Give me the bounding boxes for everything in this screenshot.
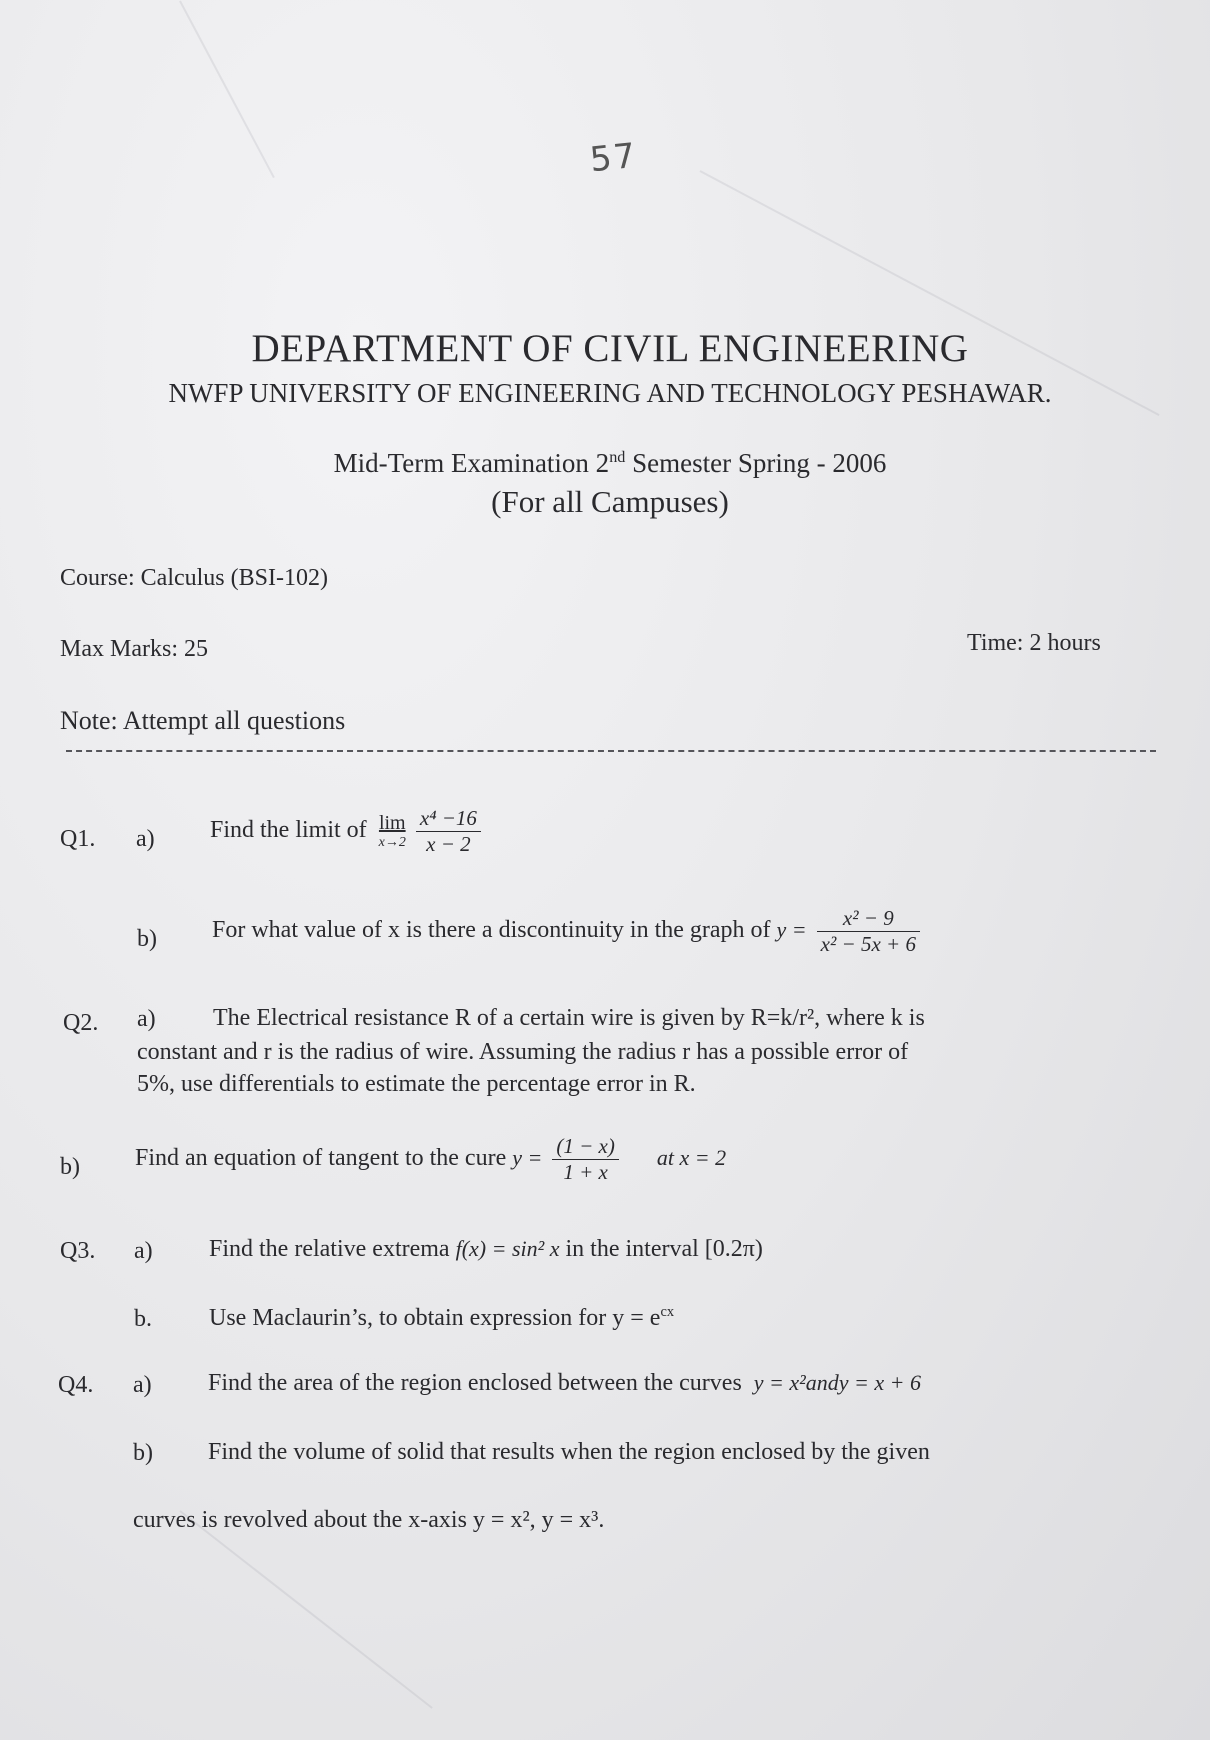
q4b-line2: curves is revolved about the x-axis y = x², y = x³. xyxy=(133,1507,605,1533)
q3b-sup: cx xyxy=(660,1304,675,1320)
q3b-text: Use Maclaurin’s, to obtain expression for y = e xyxy=(209,1305,661,1331)
q1a-lim-word: lim xyxy=(378,812,406,834)
university-name: NWFP UNIVERSITY OF ENGINEERING AND TECHNOLOGY PESHAWAR. xyxy=(168,378,1052,408)
exam-title-sup: nd xyxy=(609,448,626,466)
q1a-question xyxy=(210,806,485,857)
q1a-fraction xyxy=(416,806,481,857)
course-info: Course: Calculus (BSI-102) xyxy=(60,565,328,591)
q4a-math: y = x²andy = x + 6 xyxy=(753,1370,921,1395)
q1b-label: b) xyxy=(137,926,157,952)
q2a-line2: constant and r is the radius of wire. Assuming the radius r has a possible error of xyxy=(137,1039,909,1065)
q2-label: Q2. xyxy=(63,1010,99,1036)
q3b-question xyxy=(209,1304,674,1332)
note-instruction: Note: Attempt all questions xyxy=(60,706,346,735)
q2b-fraction xyxy=(552,1134,618,1185)
q1b-denominator: x² − 5x + 6 xyxy=(820,932,916,956)
q2a-line3: 5%, use differentials to estimate the percentage error in R. xyxy=(137,1071,696,1097)
q3a-text: Find the relative extrema xyxy=(209,1236,450,1262)
section-divider xyxy=(66,750,1156,752)
q4b-label: b) xyxy=(133,1440,153,1466)
q1a-lim-sub: x→2 xyxy=(378,835,406,850)
q1a-limit xyxy=(379,812,406,851)
q2b-numerator: (1 − x) xyxy=(552,1134,618,1160)
exam-title-prefix: Mid-Term Examination 2 xyxy=(333,448,610,478)
campuses-note: (For all Campuses) xyxy=(491,484,729,519)
q3a-tail: in the interval [0.2π) xyxy=(565,1236,763,1262)
q1b-question xyxy=(212,906,924,957)
q1b-y: y = xyxy=(776,917,807,943)
handwritten-mark: 57 xyxy=(588,135,640,181)
q2a-line1: The Electrical resistance R of a certain wire is given by R=k/r², where k is xyxy=(213,1005,925,1031)
q2b-label: b) xyxy=(60,1154,80,1180)
q3b-label: b. xyxy=(134,1306,152,1332)
q2b-denominator: 1 + x xyxy=(563,1160,608,1184)
exam-time: Time: 2 hours xyxy=(967,630,1101,656)
q4-label: Q4. xyxy=(58,1372,94,1398)
q1b-fraction xyxy=(817,906,920,957)
q4a-label: a) xyxy=(133,1372,152,1398)
q4a-question xyxy=(208,1370,921,1397)
q2b-at: at x = 2 xyxy=(656,1145,727,1171)
q4b-line1: Find the volume of solid that results when the region enclosed by the given xyxy=(208,1439,930,1465)
q2b-question xyxy=(135,1134,726,1185)
exam-title-suffix: Semester Spring - 2006 xyxy=(625,448,887,478)
q1-label: Q1. xyxy=(60,826,96,852)
q1a-label: a) xyxy=(136,826,155,852)
q3a-label: a) xyxy=(134,1238,153,1264)
q3-label: Q3. xyxy=(60,1238,96,1264)
exam-title xyxy=(0,448,1210,479)
q1a-numerator: x⁴ −16 xyxy=(416,806,481,832)
q3a-math: f(x) = sin² x xyxy=(455,1236,560,1261)
q4a-text: Find the area of the region enclosed between the curves xyxy=(208,1370,742,1396)
max-marks: Max Marks: 25 xyxy=(60,636,208,662)
q3a-question xyxy=(209,1236,763,1263)
q2b-y: y = xyxy=(512,1145,543,1171)
q1a-denominator: x − 2 xyxy=(426,832,471,856)
q1a-text: Find the limit of xyxy=(210,817,367,844)
paper-crease xyxy=(179,1510,432,1709)
q2a-label: a) xyxy=(137,1006,156,1032)
q2b-text: Find an equation of tangent to the cure xyxy=(135,1145,507,1172)
q1b-numerator: x² − 9 xyxy=(817,906,920,932)
department-title: DEPARTMENT OF CIVIL ENGINEERING xyxy=(251,327,969,370)
paper-crease xyxy=(179,1,275,179)
q1b-text: For what value of x is there a discontinuity in the graph of xyxy=(212,917,771,944)
